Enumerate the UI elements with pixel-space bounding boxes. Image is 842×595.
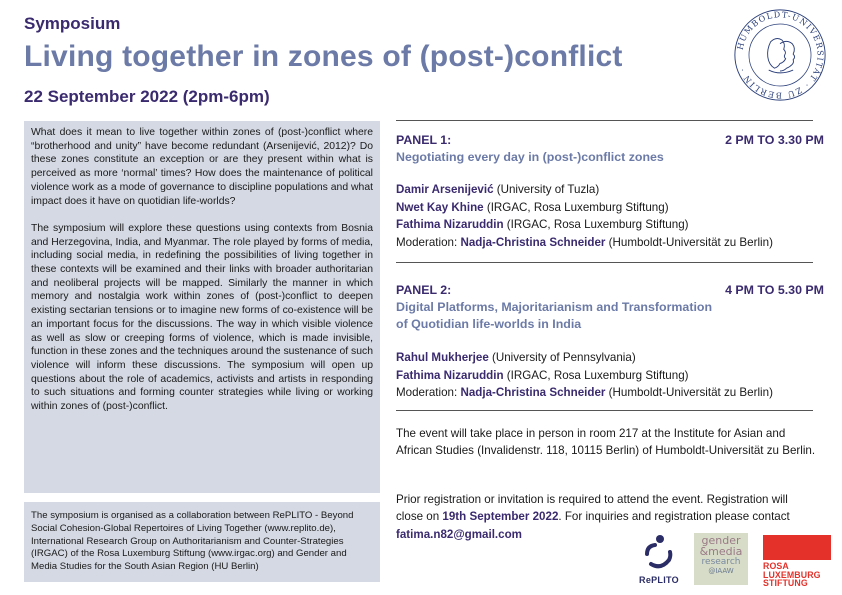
moderator-name: Nadja-Christina Schneider <box>460 386 606 400</box>
panel-1-label: PANEL 1: <box>396 133 452 147</box>
svg-text:HUMBOLDT-UNIVERSITÄT · ZU BERL <box>735 9 826 100</box>
gm-line-3: research <box>701 557 741 567</box>
gm-line-2: &media <box>699 544 743 558</box>
registration-text <box>396 491 816 543</box>
gender-media-logo <box>694 533 748 585</box>
gm-line-4: @IAAW <box>708 567 734 575</box>
speaker-affiliation: (University of Tuzla) <box>493 183 600 196</box>
moderation-label: Moderation: <box>396 386 461 400</box>
replito-mark-icon <box>633 532 685 574</box>
moderation <box>396 234 836 252</box>
moderator-affiliation: (Humboldt-Universität zu Berlin) <box>605 386 773 400</box>
intro-paragraph-2: The symposium will explore these questions using contexts from Bosnia and Herzegovina, India, and Myanmar. The role played by forms of media, including social media, in redefining the possibilities of living together in these contexts will be examined and their links with broader authoritarian and neoliberal projects will be mapped. Similarly the manner in which memory and nostalgia work within zones of (post-)conflict to deepen existing sectarian tensions or to imagine new forms of co-existence will be an important focus for the discussions. The way in which visible violence as well as slow or creeping forms of violence, which is made invisible, function in these zones and the techniques around the sustenance of such violence will inform these discussions. The symposium will open up questions about the role of academics, activists and artists in responding to such situations and forming counter strategies while living or working within zones of (post-)conflict. <box>31 222 373 413</box>
venue-text: The event will take place in person in room 217 at the Institute for Asian and African Studies (Invalidenstr. 118, 10115 Berlin) of Humboldt-Universität zu Berlin. <box>396 427 816 458</box>
rosa-line-3: STIFTUNG <box>763 578 808 589</box>
rosa-luxemburg-logo <box>763 535 831 587</box>
organisers-text: The symposium is organised as a collaboration between RePLITO - Beyond Social Cohesion-Global Repertoires of Living Together (www.replito.de), International Research Group on Authoritarianism and Counter-Strategies (IRGAC) of the Rosa Luxemburg Stiftung (www.irgac.org) and Gender and Media Studies for the South Asian Region (HU Berlin) <box>31 510 354 573</box>
replito-wordmark: RePLITO <box>639 575 679 585</box>
panel-2-label: PANEL 2: <box>396 283 452 297</box>
intro-box <box>24 121 380 493</box>
speaker <box>396 181 836 199</box>
seal-text: HUMBOLDT-UNIVERSITÄT · ZU BERLIN · <box>734 9 826 101</box>
gm-line-1: gender <box>701 534 741 547</box>
speaker-name: Damir Arsenijević <box>396 183 494 196</box>
divider <box>396 410 813 411</box>
panel-2-title <box>396 299 826 333</box>
speaker <box>396 349 836 367</box>
speaker <box>396 216 836 234</box>
speaker-affiliation: (IRGAC, Rosa Luxemburg Stiftung) <box>483 200 669 214</box>
replito-logo <box>633 532 685 588</box>
panel-2-header <box>396 283 824 297</box>
intro-paragraph-1: What does it mean to live together within zones of (post-)conflict where “brotherhood and unity” have become redundant (Arsenijević, 2012)? Do these zones constitute an exception or are they present within what is perceived as more ‘normal’ times? How does the maintenance of political violence work as a mode of governance to discipline populations and what impact does it have on quotidian life-worlds? <box>31 127 373 207</box>
contact-email-link[interactable]: fatima.n82@gmail.com <box>396 527 522 541</box>
speaker-name: Fathima Nizaruddin <box>396 368 504 382</box>
speaker-affiliation: (University of Pennsylvania) <box>488 351 636 364</box>
speaker <box>396 367 836 385</box>
divider <box>396 262 813 263</box>
speaker-affiliation: (IRGAC, Rosa Luxemburg Stiftung) <box>503 218 689 232</box>
speaker-name: Fathima Nizaruddin <box>396 218 504 232</box>
panel-2-title-line-2: of Quotidian life-worlds in India <box>396 317 582 331</box>
speaker-affiliation: (IRGAC, Rosa Luxemburg Stiftung) <box>503 368 689 382</box>
speaker-name: Nwet Kay Khine <box>396 200 484 214</box>
panel-2-time: 4 PM TO 5.30 PM <box>725 283 824 297</box>
humboldt-seal-logo <box>733 8 827 102</box>
panel-1-time: 2 PM TO 3.30 PM <box>725 133 824 147</box>
speaker-name: Rahul Mukherjee <box>396 351 489 364</box>
panel-1-speakers <box>396 181 836 251</box>
organisers-box <box>24 502 380 582</box>
kicker: Symposium <box>24 14 121 33</box>
moderator-name: Nadja-Christina Schneider <box>460 235 606 249</box>
registration-deadline: 19th September 2022 <box>442 510 559 524</box>
page-title: Living together in zones of (post-)conflict <box>24 40 623 73</box>
divider <box>396 120 813 121</box>
rosa-wordmark <box>763 562 831 588</box>
panel-2-title-line-1: Digital Platforms, Majoritarianism and Transformation <box>396 300 713 314</box>
moderation <box>396 384 836 402</box>
moderation-label: Moderation: <box>396 235 461 249</box>
speaker <box>396 199 836 217</box>
rosa-line-1: ROSA <box>763 561 789 571</box>
panel-2-speakers <box>396 349 836 402</box>
moderator-affiliation: (Humboldt-Universität zu Berlin) <box>605 235 773 249</box>
panel-1-header <box>396 133 824 147</box>
panel-1-title: Negotiating every day in (post-)conflict zones <box>396 150 664 164</box>
event-date: 22 September 2022 (2pm-6pm) <box>24 87 270 106</box>
rosa-red-square <box>763 535 831 560</box>
registration-intro: Prior registration or invitation is required to attend the event. Registration will close on <box>396 493 788 524</box>
rosa-line-2: LUXEMBURG <box>763 569 821 580</box>
registration-contact-text: . For inquiries and registration please contact <box>558 510 790 524</box>
